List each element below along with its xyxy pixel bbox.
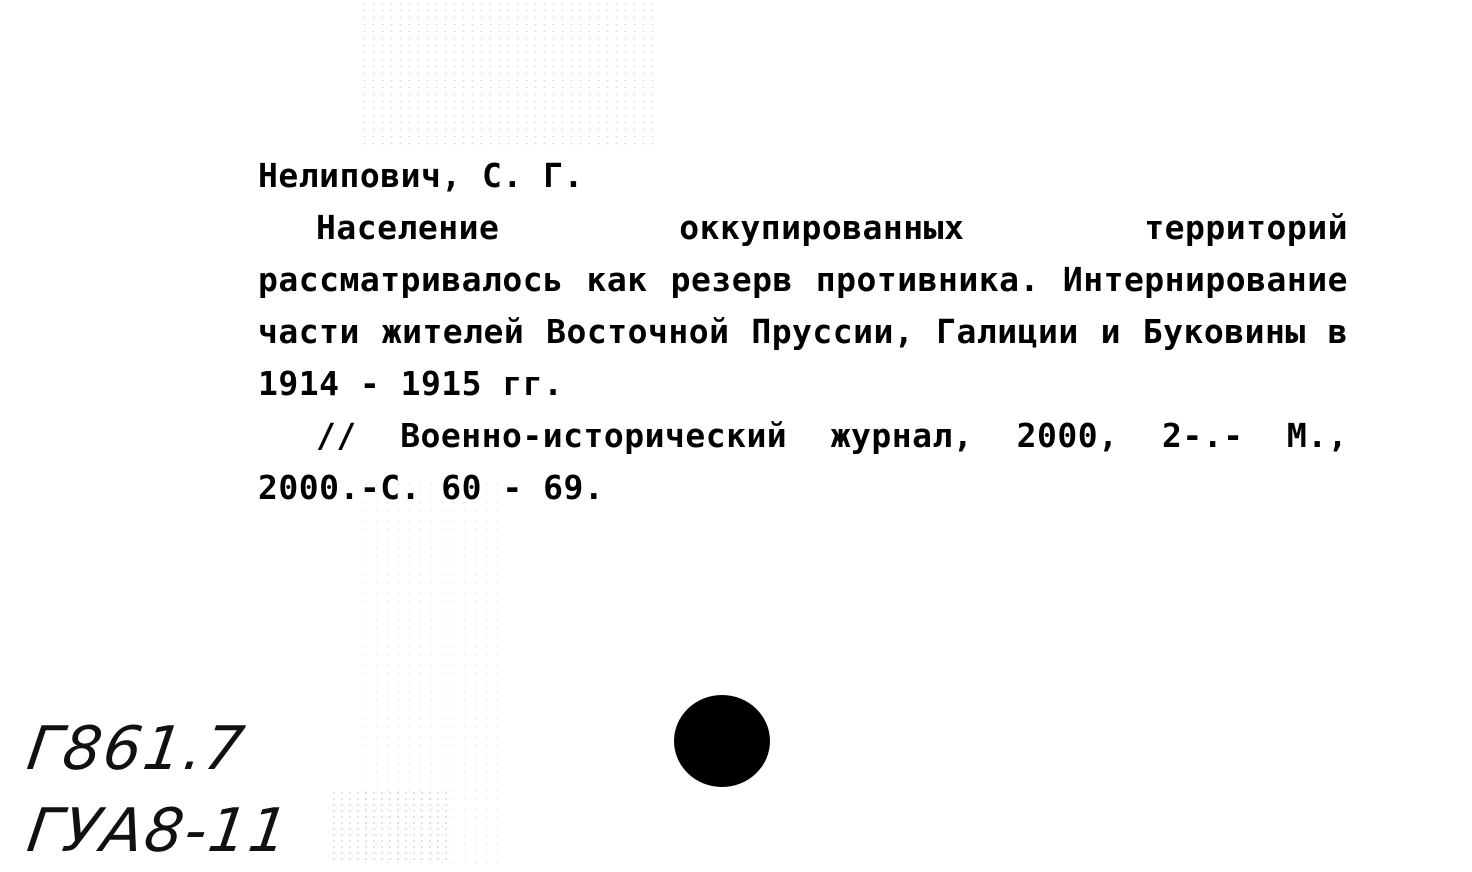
punch-hole	[674, 695, 770, 787]
scan-noise	[360, 480, 500, 870]
bibliographic-entry	[258, 150, 1348, 514]
author-name: Нелипович, С. Г.	[258, 156, 584, 195]
shelfmark-classification: Г861.7	[23, 714, 251, 784]
article-title: Население оккупированных территорий рассматривалось как резерв противника. Интернирование части жителей Восточной Пруссии, Галиции и Буковины в 1914 - 1915 гг.	[258, 208, 1348, 403]
scan-noise	[360, 0, 660, 150]
shelfmark-code: ГУА8-11	[23, 796, 295, 866]
scan-noise	[330, 790, 450, 860]
source-citation: // Военно-исторический журнал, 2000, 2-.- М., 2000.-С. 60 - 69.	[258, 416, 1348, 507]
